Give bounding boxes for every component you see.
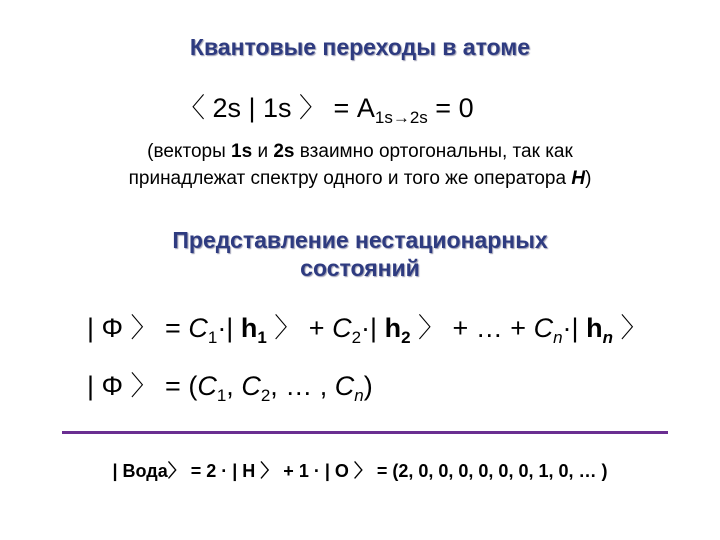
coef: C [197, 371, 217, 401]
coef: C [332, 313, 352, 343]
basis: h [586, 313, 603, 343]
vector-formula [87, 364, 373, 406]
formula-part: | Φ 〉 = ( [87, 371, 198, 401]
formula-part: 〉 + … + [410, 313, 534, 343]
coef-sub: n [354, 386, 364, 405]
coef-sub: 1 [207, 328, 218, 347]
basis-sub: n [602, 328, 613, 347]
formula-part: 〉 [612, 313, 648, 343]
divider-line [62, 431, 668, 434]
note-part: взаимно ортогональны, так как [299, 141, 573, 162]
note-part: (векторы [147, 141, 226, 162]
formula-part: | Φ 〉 = [87, 313, 189, 343]
formula-part: ·| [562, 313, 587, 343]
coef: C [533, 313, 554, 343]
basis-sub: 2 [401, 328, 411, 347]
note-operator: H [571, 168, 586, 189]
formula-part: 〉 + [266, 313, 333, 343]
coef: C [334, 371, 355, 401]
slide-title: Квантовые переходы в атоме [189, 34, 531, 60]
basis-sub: 1 [257, 328, 267, 347]
section-heading-line1: Представление нестационарных [172, 227, 548, 253]
orthogonality-equation [178, 86, 474, 128]
note-vector-2s: 2s [273, 141, 295, 162]
section-heading-line2: состояний [300, 255, 420, 281]
braket-lhs: 〈 2s | 1s 〉 = [178, 93, 350, 123]
note-line2: принадлежат спектру одного и того же оператора [128, 168, 567, 189]
basis: h [240, 313, 258, 343]
formula-part: ·| [217, 313, 241, 343]
formula-part: ) [363, 371, 373, 401]
note-vector-1s: 1s [231, 141, 253, 162]
coef-sub: 2 [351, 328, 362, 347]
formula-part: , … , [270, 371, 335, 401]
section-heading [0, 226, 720, 282]
coef-sub: n [553, 328, 563, 347]
coef-sub: 2 [260, 386, 271, 405]
formula-part: , [226, 371, 242, 401]
coef-sub: 1 [216, 386, 227, 405]
amplitude-symbol: A [356, 93, 375, 123]
formula-part: ·| [361, 313, 385, 343]
basis: h [384, 313, 402, 343]
note-part: и [257, 141, 269, 162]
amplitude-subscript: 1s→2s [374, 108, 428, 127]
coef: C [241, 371, 261, 401]
coef: C [188, 313, 208, 343]
note-close: ) [585, 168, 592, 189]
equation-rhs: = 0 [435, 93, 474, 123]
orthogonality-note [0, 138, 720, 192]
water-example: | Вода〉 = 2 · | H 〉 + 1 · | O 〉 = (2, 0, 0, 0, 0, 0, 0, 1, 0, … ) [112, 461, 608, 481]
expansion-formula [87, 306, 647, 348]
